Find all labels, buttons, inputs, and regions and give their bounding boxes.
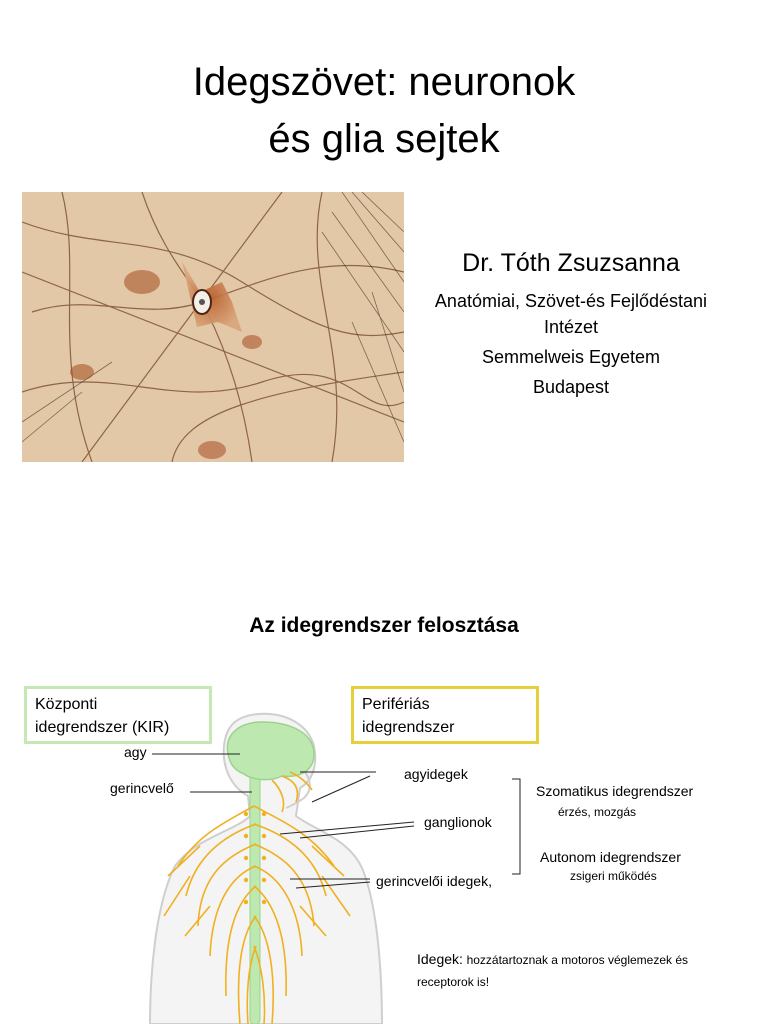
box-text: idegrendszer xyxy=(362,719,455,736)
box-text: Perifériás xyxy=(362,696,430,713)
institute-line-1: Anatómiai, Szövet-és Fejlődéstani xyxy=(434,291,708,311)
label-spinal-nerves: gerincvelői idegek, xyxy=(376,873,492,889)
label-ganglia: ganglionok xyxy=(424,814,492,830)
neuron-micrograph xyxy=(22,192,404,462)
title-line-1: Idegszövet: neuronok xyxy=(192,60,576,104)
slide-title xyxy=(0,54,768,168)
label-spinal-cord: gerincvelő xyxy=(110,780,174,796)
note-lead: Idegek: xyxy=(417,951,463,967)
label-brain: agy xyxy=(124,744,147,760)
somatic-title: Szomatikus idegrendszer xyxy=(536,783,694,799)
box-text: idegrendszer (KIR) xyxy=(35,719,170,736)
city: Budapest xyxy=(532,377,610,397)
nerves-note xyxy=(417,948,727,993)
note-text: hozzátartoznak a motoros véglemezek és receptorok is! xyxy=(417,953,689,989)
peripheral-nervous-system-box xyxy=(351,686,539,744)
university: Semmelweis Egyetem xyxy=(481,347,661,367)
somatic-sub: érzés, mozgás xyxy=(558,805,637,819)
institute-line-2: Intézet xyxy=(543,317,599,337)
author-block xyxy=(410,246,732,400)
slide-2-title: Az idegrendszer felosztása xyxy=(249,614,519,637)
box-text: Központi xyxy=(35,696,98,713)
label-cranial-nerves: agyidegek xyxy=(404,766,468,782)
central-nervous-system-box xyxy=(24,686,212,744)
autonomic-title: Autonom idegrendszer xyxy=(540,849,681,865)
author-name: Dr. Tóth Zsuzsanna xyxy=(462,249,680,277)
autonomic-sub: zsigeri működés xyxy=(570,869,657,883)
nervous-system-slide xyxy=(0,576,768,1024)
title-line-2: és glia sejtek xyxy=(268,117,500,161)
